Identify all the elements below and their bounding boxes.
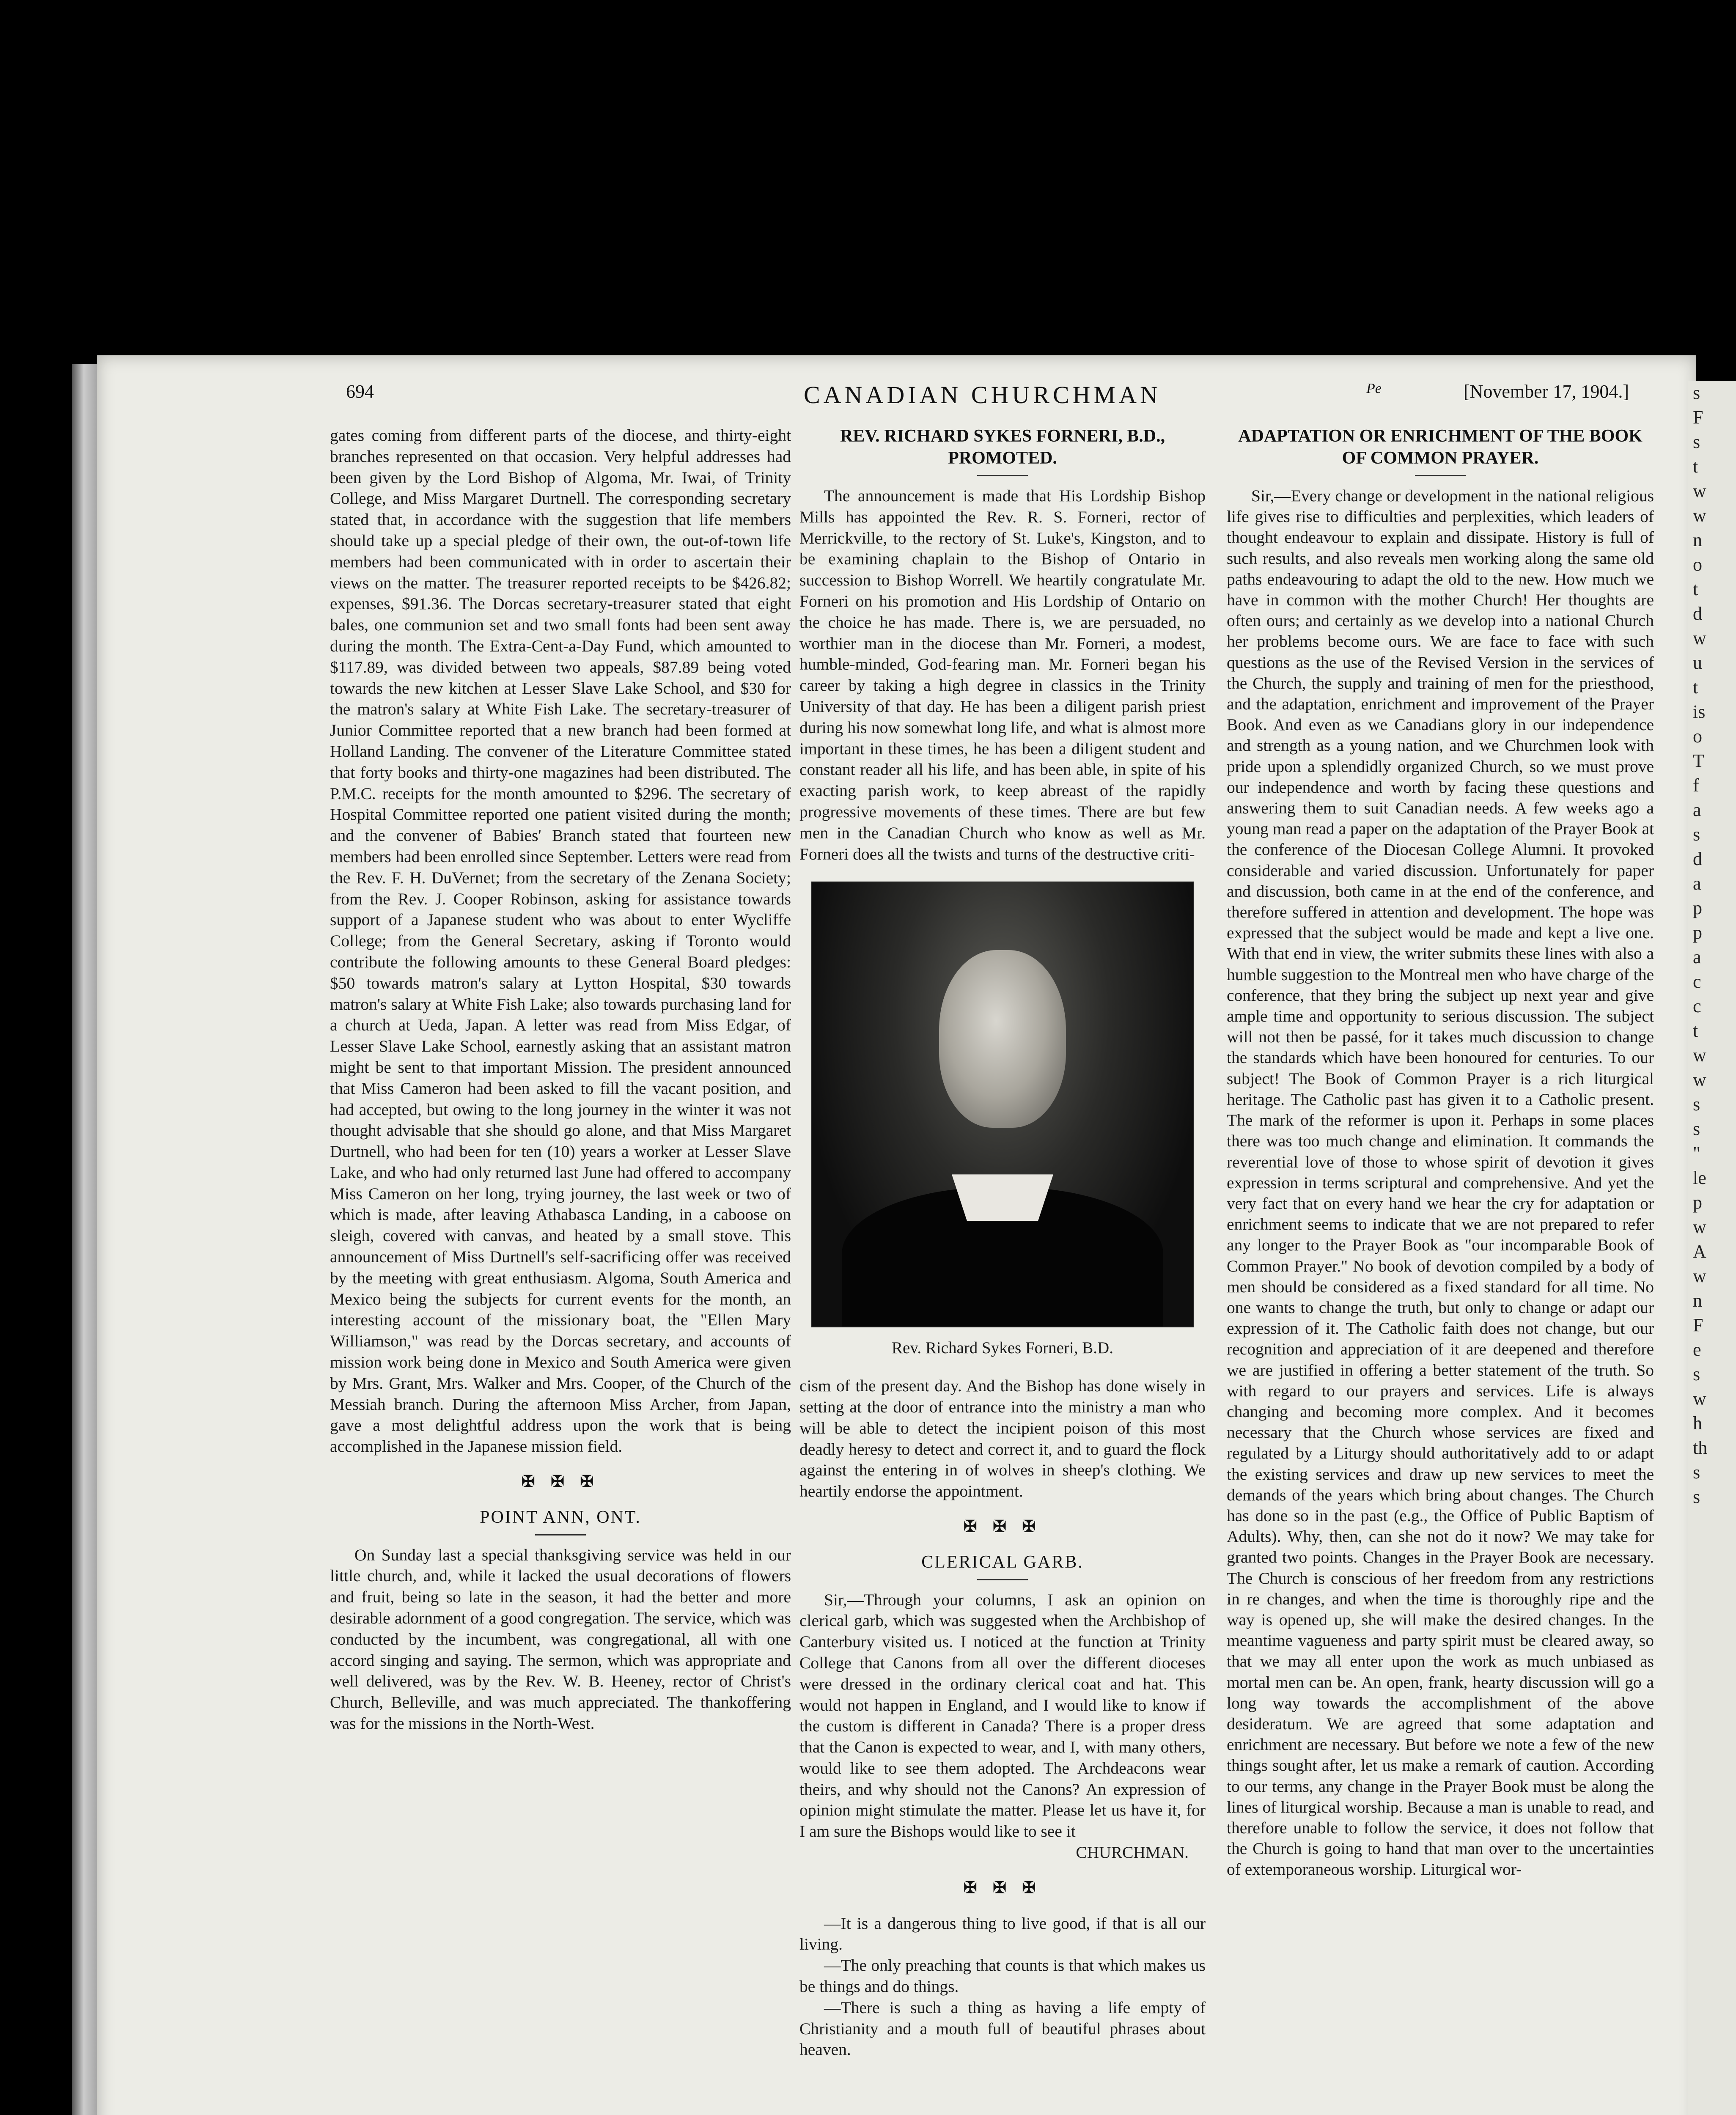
facing-page-fragment: a: [1693, 873, 1701, 894]
facing-page-fragment: le: [1693, 1167, 1706, 1188]
facing-page-fragment: T: [1693, 750, 1704, 771]
article-paragraph: cism of the present day. And the Bishop has done wisely in setting at the door of entrance into the ministry a man who will be able to detect the incipient poison of this most deadly heresy to detect and correct it, and to guard the flock against the entering in of wolves in sheep's clothing. We heartily endorse the appointment.: [799, 1376, 1206, 1501]
facing-page-fragment: s: [1693, 1118, 1700, 1139]
facing-page-fragment: s: [1693, 824, 1700, 845]
facing-page-fragment: F: [1693, 407, 1703, 428]
facing-page-fragment: A: [1693, 1241, 1706, 1262]
ornament: ✠ ✠ ✠: [963, 1517, 1042, 1535]
facing-page-fragment: w: [1693, 1388, 1706, 1409]
facing-page-fragment: p: [1693, 898, 1702, 918]
page-number: 694: [346, 381, 374, 402]
facing-page-fragment: d: [1693, 603, 1702, 624]
facing-page-fragment: th: [1693, 1437, 1708, 1458]
facing-page-fragment: w: [1693, 505, 1706, 526]
rule-divider: [535, 1534, 586, 1535]
facing-page-fragment: w: [1693, 1069, 1706, 1090]
facing-page-fragment: t: [1693, 456, 1698, 477]
facing-page-fragment: t: [1693, 579, 1698, 599]
issue-date: [November 17, 1904.]: [1464, 381, 1629, 402]
facing-page-fragment: n: [1693, 530, 1702, 550]
facing-page-fragment: p: [1693, 1192, 1702, 1213]
right-column: [1227, 425, 1654, 1880]
facing-page-fragment: s: [1693, 382, 1700, 403]
section-heading: POINT ANN, ONT.: [480, 1507, 641, 1527]
facing-page-fragment: f: [1693, 775, 1699, 796]
ornament: ✠ ✠ ✠: [521, 1473, 600, 1491]
facing-page-fragment: c: [1693, 996, 1701, 1016]
facing-page-fragment: w: [1693, 628, 1706, 648]
article-headline: REV. RICHARD SYKES FORNERI, B.D., PROMOTED.: [840, 426, 1165, 468]
portrait-photo: [811, 882, 1194, 1327]
page-title: CANADIAN CHURCHMAN: [804, 381, 1161, 409]
rule-divider: [977, 1579, 1028, 1580]
article-paragraph: On Sunday last a special thanksgiving service was held in our little church, and, while it lacked the usual decorations of flowers and fruit, being so late in the season, it had the better and more desirable adornment of a good congregation. The service, which was conducted by the incumbent, was congregational, all with one accord singing and saying. The sermon, which was appropriate and well delivered, was by the Rev. W. B. Heeney, rector of Christ's Church, Belleville, and was much appreciated. The thankoffering was for the missions in the North-West.: [330, 1545, 791, 1733]
facing-page-fragment: s: [1693, 1486, 1700, 1507]
facing-page-fragment: h: [1693, 1413, 1702, 1434]
facing-page-fragment: a: [1693, 799, 1701, 820]
saying: —It is a dangerous thing to live good, if that is all our living.: [799, 1914, 1206, 1954]
saying: —There is such a thing as having a life empty of Christianity and a mouth full of beautiful phrases about heaven.: [799, 1998, 1206, 2059]
rule-divider: [977, 475, 1028, 476]
facing-page-fragment: w: [1693, 481, 1706, 501]
facing-page-fragment: p: [1693, 922, 1702, 943]
article-paragraph: The announcement is made that His Lordship Bishop Mills has appointed the Rev. R. S. Forneri, rector of Merrickville, to the rectory of St. Luke's, Kingston, and to be examining chaplain to the Bishop of Ontario in succession to Bishop Worrell. We heartily congratulate Mr. Forneri on his promotion and His Lordship of Ontario on the choice he has made. There is, we are persuaded, no worthier man in the diocese than Mr. Forneri, a modest, humble-minded, God-fearing man. Mr. Forneri began his career by taking a high degree in classics in the Trinity University of that day. He has been a diligent parish priest during his now somewhat long life, and what is almost more important in these times, he has been a diligent student and constant reader all his life, and has been able, in spite of his exacting parish work, to keep abreast of the rapidly progressive movements of these times. There are but few men in the Canadian Church who know as well as Mr. Forneri does all the twists and turns of the destructive criti-: [799, 486, 1206, 863]
facing-page-fragment: w: [1693, 1045, 1706, 1066]
facing-page-fragment: c: [1693, 971, 1701, 992]
facing-page-fragment: s: [1693, 1094, 1700, 1115]
facing-page-fragment: t: [1693, 677, 1698, 698]
left-column: [330, 425, 791, 1734]
facing-page-fragment: o: [1693, 726, 1702, 747]
ornament: ✠ ✠ ✠: [963, 1879, 1042, 1897]
facing-page-strip: [1688, 381, 1736, 2115]
rule-divider: [1415, 475, 1466, 476]
letter-paragraph: Sir,—Every change or development in the national religious life gives rise to difficulties and perplexities, which leaders of thought endeavour to explain and dissipate. History is full of such results, and also reveals men working along the same old paths endeavouring to adapt the old to the new. How much we have in common with the mother Church! Her thoughts are often ours; and certainly as we develop into a national Church her problems become ours. We are face to face with such questions as the use of the Revised Version in the services of the Church, the supply and training of men for the priesthood, and the adaptation, enrichment and improvement of the Prayer Book. And even as we Canadians glory in our independence and strength as a young nation, and we Churchmen look with pride upon a splendidly organized Church, so we must prove our independence and worth by facing these questions and answering them to suit Canadian needs. A few weeks ago a young man read a paper on the adaptation of the Prayer Book at the conference of the Diocesan College Alumni. It provoked considerable and varied discussion. Unfortunately for paper and discussion, both came in at the end of the conference, and therefore suffered in attention and development. The hope was expressed that the subject would be made and kept a live one. With that end in view, the writer submits these lines with also a humble suggestion to the Montreal men who have charge of the conference, that they bring the subject up next year and give ample time and opportunity to serious discussion. The subject will not then be passé, for it takes much discussion to change the standards which have been honoured for centuries. To our subject! The Book of Common Prayer is a rich liturgical heritage. The Catholic past has given it to a Catholic present. The mark of the reformer is upon it. Perhaps in some places there was too much change and elimination. It commands the reverential love of those to whose spirit of devotion it gives expression in terms scriptural and comprehensive. And yet the very fact that on every hand we hear the cry for adaptation or enrichment seems to indicate that we are not prepared to refer any longer to the Prayer Book as "our incomparable Book of Common Prayer." No book of devotion compiled by a body of men should be considered as a fixed standard for all time. No one wants to change the truth, but only to change or adapt our expression of it. The Catholic faith does not change, but our recognition and appreciation of it are deepened and therefore we are justified in offering a better statement of the truth. So with regard to our prayers and services. Life is always changing and becoming more complex. And it becomes necessary that the Church whose services are fixed and regulated by a Liturgy should authoritatively add to or adapt the existing services and draw up new services to meet the demands of the years which bring about changes. The Church has done so in the past (e.g., the Office of Public Baptism of Adults). Why, then, can she not do it now? We may take for granted two points. Changes in the Prayer Book are necessary. The Church is conscious of her freedom from any restrictions in re changes, and when the time is thoroughly ripe and the way is opened up, she will make the desired changes. In the meantime vagueness and party spirit must be cleared away, so that we may all enter upon the work as much unbiased as mortal men can be. An open, frank, hearty discussion will go a long way towards the accomplishment of the above desideratum. We are agreed that some adaptation and enrichment are necessary. But before we note a few of the new things sought after, let us make a remark of caution. According to our terms, any change in the Prayer Book must be along the lines of liturgical worship. Because a man is unable to read, and therefore unable to follow the service, it does not follow that the Church is going to hand that man over to the uncertainties of extemporaneous worship. Liturgical wor-: [1227, 486, 1654, 1879]
facing-page-fragment: s: [1693, 1364, 1700, 1384]
facing-page-fragment: t: [1693, 1020, 1698, 1041]
facing-page-fragment: u: [1693, 652, 1702, 673]
section-heading: CLERICAL GARB.: [921, 1552, 1084, 1572]
photo-caption: Rev. Richard Sykes Forneri, B.D.: [892, 1339, 1113, 1357]
facing-page-fragment: n: [1693, 1290, 1702, 1311]
letter-paragraph: Sir,—Through your columns, I ask an opinion on clerical garb, which was suggested when the Archbishop of Canterbury visited us. I noticed at the function at Trinity College that Canons from all over the different dioceses were dressed in the ordinary clerical coat and hat. This would not happen in England, and I would like to know if the custom is different in Canada? There is a proper dress that the Canon is expected to wear, and I, with many others, would like to see them adopted. The Archdeacons wear theirs, and why should not the Canons? An expression of opinion might stimulate the matter. Please let us have it, for I am sure the Bishops would like to see it: [799, 1590, 1206, 1841]
facing-page-fragment: ": [1693, 1143, 1700, 1164]
facing-page-fragment: o: [1693, 554, 1702, 575]
middle-column: [799, 425, 1206, 2060]
facing-page-fragment: e: [1693, 1339, 1701, 1360]
facing-page-fragment: s: [1693, 1462, 1700, 1483]
facing-page-fragment: d: [1693, 849, 1702, 869]
article-paragraph: gates coming from different parts of the diocese, and thirty-eight branches represented on that occasion. Very helpful addresses had been given by the Lord Bishop of Algoma, Mr. Iwai, of Trinity College, and Miss Margaret Durtnell. The corresponding secretary stated that, in accordance with the suggestion that life members should take up a special pledge of their own, the out-of-town life members had been communicated with in order to ascertain their views on the matter. The treasurer reported receipts to be $426.82; expenses, $91.36. The Dorcas secretary-treasurer stated that eight bales, one communion set and two small fonts had been sent away during the month. The Extra-Cent-a-Day Fund, which amounted to $117.89, was divided between two appeals, $87.89 being voted towards the new kitchen at Lesser Slave Lake School, and $30 for the matron's salary at White Fish Lake. The secretary-treasurer of Junior Committee reported that a new branch had been formed at Holland Landing. The convener of the Literature Committee stated that forty books and thirty-one magazines had been distributed. The P.M.C. receipts for the month amounted to $296. The secretary of Hospital Committee reported one patient visited during the month; and the convener of Babies' Branch stated that fourteen new members had been enrolled since September. Letters were read from the Rev. F. H. DuVernet; from the secretary of the Zenana Society; from the Rev. J. Cooper Robinson, asking for assistance towards support of a Japanese student who was about to enter Wycliffe College; from the General Secretary, asking if Toronto would contribute the following amounts to these General Board pledges: $50 towards matron's salary at Lytton Hospital, $30 towards matron's salary at White Fish Lake; also towards purchasing land for a church at Ueda, Japan. A letter was read from Miss Edgar, of Lesser Slave Lake School, earnestly asking that an assistant matron might be sent to that important Mission. The president announced that Miss Cameron had been asked to fill the vacant position, and had accepted, but owing to the long journey in the winter it was not thought advisable that she should go alone, and that Miss Margaret Durtnell, who had been for ten (10) years a worker at Lesser Slave Lake, and who had only returned last June had offered to accompany Miss Cameron on her long, trying journey, the last week or two of which is made, after leaving Athabasca Landing, in a caboose on sleigh, covered with canvas, and heated by a small stove. This announcement of Miss Durtnell's self-sacrificing offer was received by the meeting with great enthusiasm. Algoma, South America and Mexico being the subjects for current events for the month, an interesting account of the missionary boat, the "Ellen Mary Williamson," was read by the Dorcas secretary, and accounts of mission work being done in Mexico and South America were given by Mrs. Grant, Mrs. Walker and Mrs. Cooper, of the Church of the Messiah branch. During the afternoon Miss Archer, from Japan, gave a most delightful address upon the work that is being accomplished in the Japanese mission field.: [330, 426, 791, 1456]
saying: —The only preaching that counts is that which makes us be things and do things.: [799, 1956, 1206, 1996]
letter-signature: CHURCHMAN.: [1076, 1843, 1189, 1862]
facing-page-fragment: is: [1693, 701, 1706, 722]
article-headline: ADAPTATION OR ENRICHMENT OF THE BOOK OF COMMON PRAYER.: [1238, 426, 1643, 468]
facing-page-fragment: a: [1693, 947, 1701, 967]
facing-page-fragment: F: [1693, 1315, 1703, 1335]
facing-page-fragment: s: [1693, 431, 1700, 452]
facing-page-fragment: w: [1693, 1217, 1706, 1237]
margin-mark: Pe: [1366, 381, 1382, 396]
facing-page-fragment: w: [1693, 1266, 1706, 1286]
